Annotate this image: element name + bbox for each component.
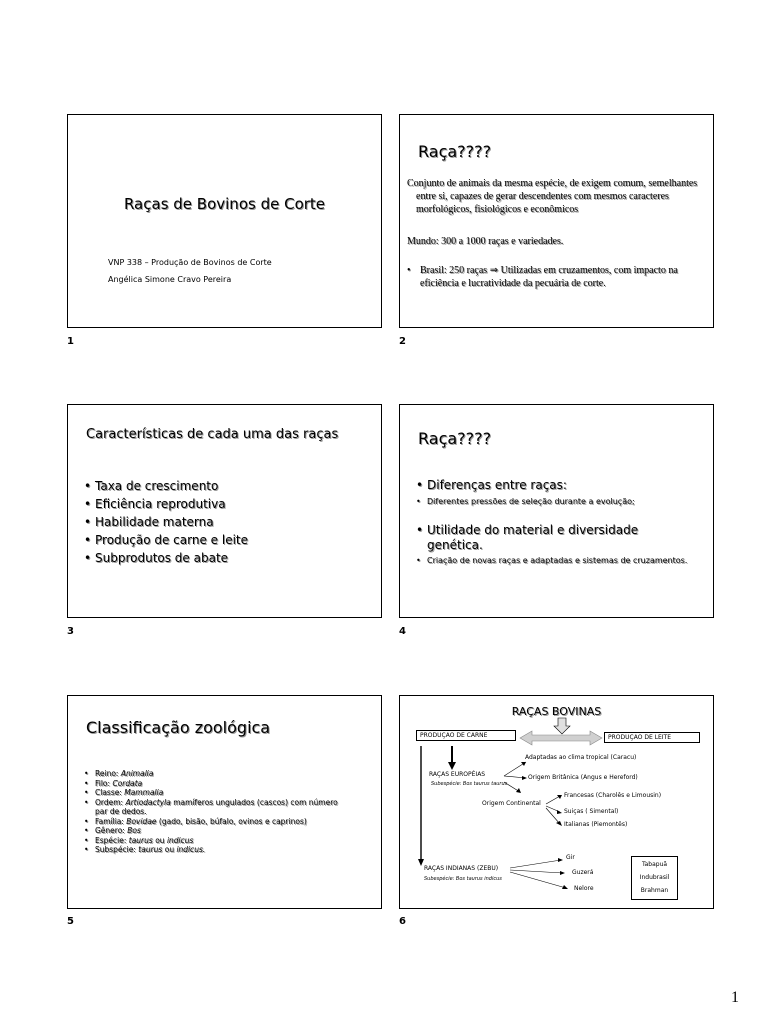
list-item: • Classe: Mammalia [84,788,164,797]
brazil-text: • Brasil: 250 raças ⇒ Utilizadas em cruzamentos, com impacto na eficiência e lucratividade da pecuária de corte. [407,265,678,289]
breed-item: Tabapuã [641,861,668,868]
european-subspecies: Subespécie: Bos taurus taurus [431,781,508,787]
slide-title: Raça???? [418,429,492,448]
breeds-box [631,856,678,900]
slide-4 [399,404,714,618]
list-item: • Subspécie: taurus ou indicus. [84,845,206,854]
slide-number: 3 [67,626,74,637]
list-item: • Reino: Animalia [84,769,154,778]
definition-text: Conjunto de animais da mesma espécie, de exigem comum, semelhantes entre si, capazes de gerar descendentes com mesmos caracteres morfológicos, fisiológicos e econômicos [407,178,698,215]
characteristics-list [84,477,248,567]
milk-production-box: PRODUÇAO DE LEITE [604,732,700,743]
guzera-label: Guzerá [572,869,594,876]
slide-number: 4 [399,626,406,637]
world-text: Mundo: 300 a 1000 raças e variedades. [407,236,564,247]
indian-subspecies: Subespécie: Bos taurus indicus [424,876,502,882]
list-item: • Taxa de crescimento [84,477,248,495]
slide-3 [67,404,382,618]
gir-label: Gir [566,854,575,861]
slide-title: Raça???? [418,142,492,161]
sub-point-1: • Diferentes pressões de seleção durante a evolução; [416,497,635,506]
british-label: Origem Britânica (Angus e Hereford) [528,774,638,781]
french-label: Francesas (Charolês e Limousin) [564,792,662,799]
sub-point-2: • Criação de novas raças e adaptadas e sistemas de cruzamentos. [416,556,688,565]
european-breeds-label: RAÇAS EUROPÉIAS [429,771,486,778]
slide-title: Classificação zoológica [86,718,271,737]
swiss-label: Suiças ( Simental) [564,808,619,815]
slide-6 [399,695,714,909]
slide-number: 5 [67,916,74,927]
slide-number: 2 [399,336,406,347]
point-2: • Utilidade do material e diversidade genética. [416,523,639,552]
list-item: • Subprodutos de abate [84,549,248,567]
nelore-label: Nelore [574,885,594,892]
slide-2 [399,114,714,328]
list-item: • Eficiência reprodutiva [84,495,248,513]
list-item: • Ordem: Artiodactyla mamíferos ungulados (cascos) com número par de dedos. [84,797,338,816]
indian-breeds-label: RAÇAS INDIANAS (ZEBU) [424,865,499,872]
slide-number: 1 [67,336,74,347]
continental-label: Origem Continental [482,800,541,807]
list-item: • Filo: Cordata [84,778,143,788]
list-item: • Produção de carne e leite [84,531,248,549]
slide-number: 6 [399,916,406,927]
page-number: 1 [731,989,739,1006]
list-item: • Espécie: taurus ou indicus [84,835,194,845]
meat-production-box: PRODUÇAO DE CARNE [416,730,516,741]
breed-item: Brahman [640,887,669,894]
slide-title: Raças de Bovinos de Corte [123,195,326,213]
slide-title: RAÇAS BOVINAS [511,705,602,718]
course-text: VNP 338 – Produção de Bovinos de Corte [108,258,272,267]
breed-item: Indubrasil [639,874,670,881]
point-1: • Diferenças entre raças: [416,478,567,492]
italian-label: Italianas (Piemontês) [564,821,628,828]
arrow-icon: ⇒ [489,265,499,276]
tropical-label: Adaptadas ao clima tropical (Caracu) [525,754,637,761]
list-item: • Gênero: Bos [84,826,141,835]
slide-title: Características de cada uma das raças [86,427,339,442]
classification-list [84,769,346,855]
author-text: Angélica Simone Cravo Pereira [108,275,232,284]
slide-5 [67,695,382,909]
list-item: • Família: Bovidae (gado, bisão, búfalo, ovinos e caprinos) [84,816,307,826]
slide-1 [67,114,382,328]
list-item: • Habilidade materna [84,513,248,531]
